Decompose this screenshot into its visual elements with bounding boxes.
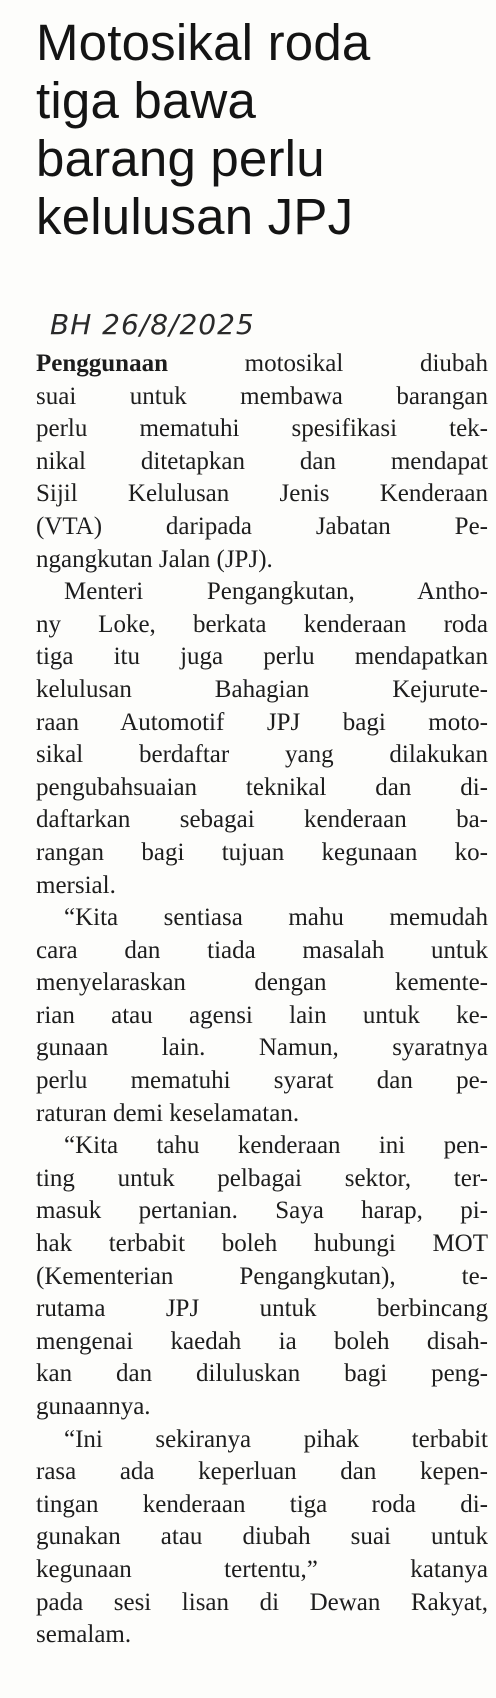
article-line: rangan bagi tujuan kegunaan ko- xyxy=(36,838,488,866)
article-line: “Kita tahu kenderaan ini pen- xyxy=(64,1132,488,1160)
article-line: ting untuk pelbagai sektor, ter- xyxy=(36,1164,488,1192)
article-line: mersial. xyxy=(36,871,116,899)
article-line: kan dan diluluskan bagi peng- xyxy=(36,1360,488,1388)
headline-line: kelulusan JPJ xyxy=(36,188,354,245)
article-line: raturan demi keselamatan. xyxy=(36,1099,300,1127)
article-line: daftarkan sebagai kenderaan ba- xyxy=(36,806,488,834)
article-line: (VTA) daripada Jabatan Pe- xyxy=(36,512,488,540)
article-line: rasa ada keperluan dan kepen- xyxy=(36,1458,488,1486)
article-paragraph xyxy=(36,576,488,902)
article-paragraph xyxy=(36,348,488,576)
headline-line: Motosikal roda xyxy=(36,14,371,71)
headline-line: barang perlu xyxy=(36,130,325,187)
headline-line: tiga bawa xyxy=(36,72,257,129)
line-text: motosikal diubah xyxy=(167,350,488,377)
article-line: kelulusan Bahagian Kejurute- xyxy=(36,675,488,703)
article-line: Menteri Pengangkutan, Antho- xyxy=(64,578,488,606)
article-line: rian atau agensi lain untuk ke- xyxy=(36,1001,488,1029)
article-line: pada sesi lisan di Dewan Rakyat, xyxy=(36,1588,488,1616)
article-body xyxy=(36,348,488,1652)
article-line: pengubahsuaian teknikal dan di- xyxy=(36,773,488,801)
article-headline xyxy=(36,14,486,246)
article-paragraph xyxy=(36,902,488,1130)
article-line: gunakan atau diubah suai untuk xyxy=(36,1523,488,1551)
article-line: semalam. xyxy=(36,1621,132,1649)
article-line: hak terbabit boleh hubungi MOT xyxy=(36,1230,488,1258)
article-line: nikal ditetapkan dan mendapat xyxy=(36,447,488,475)
article-line: (Kementerian Pengangkutan), te- xyxy=(36,1262,488,1290)
article-line: kegunaan tertentu,” katanya xyxy=(36,1555,488,1583)
article-line: ngangkutan Jalan (JPJ). xyxy=(36,545,273,573)
article-line: “Kita sentiasa mahu memudah xyxy=(64,904,488,932)
article-line: Sijil Kelulusan Jenis Kenderaan xyxy=(36,480,488,508)
article-line: raan Automotif JPJ bagi moto- xyxy=(36,708,488,736)
article-line: tingan kenderaan tiga roda di- xyxy=(36,1490,488,1518)
handwritten-date-text: BH 26/8/2025 xyxy=(50,308,255,341)
article-line xyxy=(36,348,488,381)
article-line: perlu mematuhi spesifikasi tek- xyxy=(36,415,488,443)
article-line: masuk pertanian. Saya harap, pi- xyxy=(36,1197,488,1225)
article-line: perlu mematuhi syarat dan pe- xyxy=(36,1067,488,1095)
article-line: menyelaraskan dengan kemente- xyxy=(36,969,488,997)
handwritten-date-note xyxy=(50,300,390,348)
article-line: gunaan lain. Namun, syaratnya xyxy=(36,1034,488,1062)
article-line: tiga itu juga perlu mendapatkan xyxy=(36,643,488,671)
article-paragraph xyxy=(36,1130,488,1423)
article-line: sikal berdaftar yang dilakukan xyxy=(36,741,488,769)
article-line: “Ini sekiranya pihak terbabit xyxy=(64,1425,488,1453)
article-line: gunaannya. xyxy=(36,1393,151,1420)
article-line: cara dan tiada masalah untuk xyxy=(36,936,488,964)
lead-word: Penggunaan xyxy=(36,350,168,377)
article-line: mengenai kaedah ia boleh disah- xyxy=(36,1327,488,1355)
article-line: rutama JPJ untuk berbincang xyxy=(36,1295,488,1323)
article-paragraph xyxy=(36,1424,488,1652)
article-line: ny Loke, berkata kenderaan roda xyxy=(36,610,488,638)
article-line: suai untuk membawa barangan xyxy=(36,382,488,410)
